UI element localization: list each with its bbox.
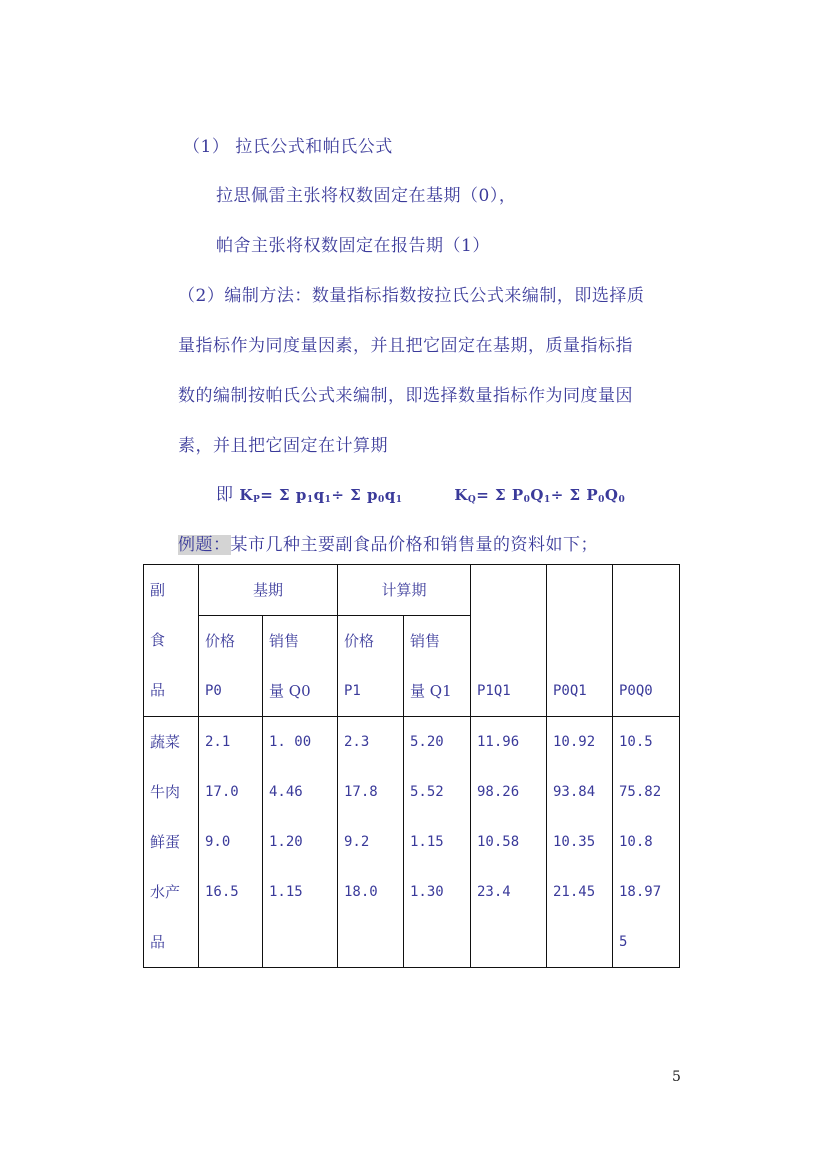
- col-p0q0: 10.5 75.82 10.8 18.97 5: [613, 717, 680, 968]
- header-price-base: 价格: [199, 616, 263, 667]
- header-price-calc: 价格: [338, 616, 404, 667]
- laspeyres-note: 拉思佩雷主张将权数固定在基期（0），: [216, 186, 517, 206]
- header-calc-period: 计算期: [338, 565, 471, 616]
- method-paragraph-line-3: 数的编制按帕氏公式来编制，即选择数量指标作为同度量因: [178, 386, 633, 406]
- header-q0: 量 Q0: [263, 666, 338, 717]
- method-paragraph-line-2: 量指标作为同度量因素，并且把它固定在基期，质量指标指: [178, 336, 633, 356]
- method-paragraph-line-4: 素，并且把它固定在计算期: [178, 436, 388, 456]
- paasche-note: 帕舍主张将权数固定在报告期（1）: [216, 236, 490, 256]
- header-q1: 量 Q1: [404, 666, 471, 717]
- header-p0q0: P0Q0: [613, 565, 680, 717]
- col-q0: 1. 00 4.46 1.20 1.15: [263, 717, 338, 968]
- page-number: 5: [672, 1069, 681, 1085]
- header-base-period: 基期: [199, 565, 338, 616]
- header-p1q1: P1Q1: [471, 565, 547, 717]
- header-p0q1: P0Q1: [547, 565, 613, 717]
- header-p1: P1: [338, 666, 404, 717]
- row-name: 蔬菜 牛肉 鲜蛋 水产 品: [144, 717, 199, 968]
- example-line: [178, 530, 598, 555]
- col-p0q1: 10.92 93.84 10.35 21.45: [547, 717, 613, 968]
- method-paragraph-line-1: （2）编制方法：数量指标指数按拉氏公式来编制，即选择质: [178, 286, 645, 306]
- col-p0: 2.1 17.0 9.0 16.5: [199, 717, 263, 968]
- formula-kq: $K_Q= \Sigma$ $P_0Q_1\div \Sigma$ $P_0Q_0$: [454, 486, 626, 505]
- example-text: 某市几种主要副食品价格和销售量的资料如下；: [230, 535, 598, 555]
- header-p0: P0: [199, 666, 263, 717]
- example-label: 例题：: [178, 535, 231, 555]
- header-item: 副 食 品: [144, 565, 199, 717]
- table-row: [144, 717, 680, 968]
- formula-prefix: 即: [216, 485, 234, 505]
- header-sales-calc: 销售: [404, 616, 471, 667]
- formula-kp: $K_P= \Sigma$ $p_1q_1\div \Sigma$ $p_0q_1$: [239, 486, 403, 505]
- col-q1: 5.20 5.52 1.15 1.30: [404, 717, 471, 968]
- col-p1q1: 11.96 98.26 10.58 23.4: [471, 717, 547, 968]
- header-sales-base: 销售: [263, 616, 338, 667]
- data-table: [143, 564, 680, 968]
- col-p1: 2.3 17.8 9.2 18.0: [338, 717, 404, 968]
- section-heading-1: （1） 拉氏公式和帕氏公式: [183, 137, 393, 157]
- formula-line: [216, 480, 625, 505]
